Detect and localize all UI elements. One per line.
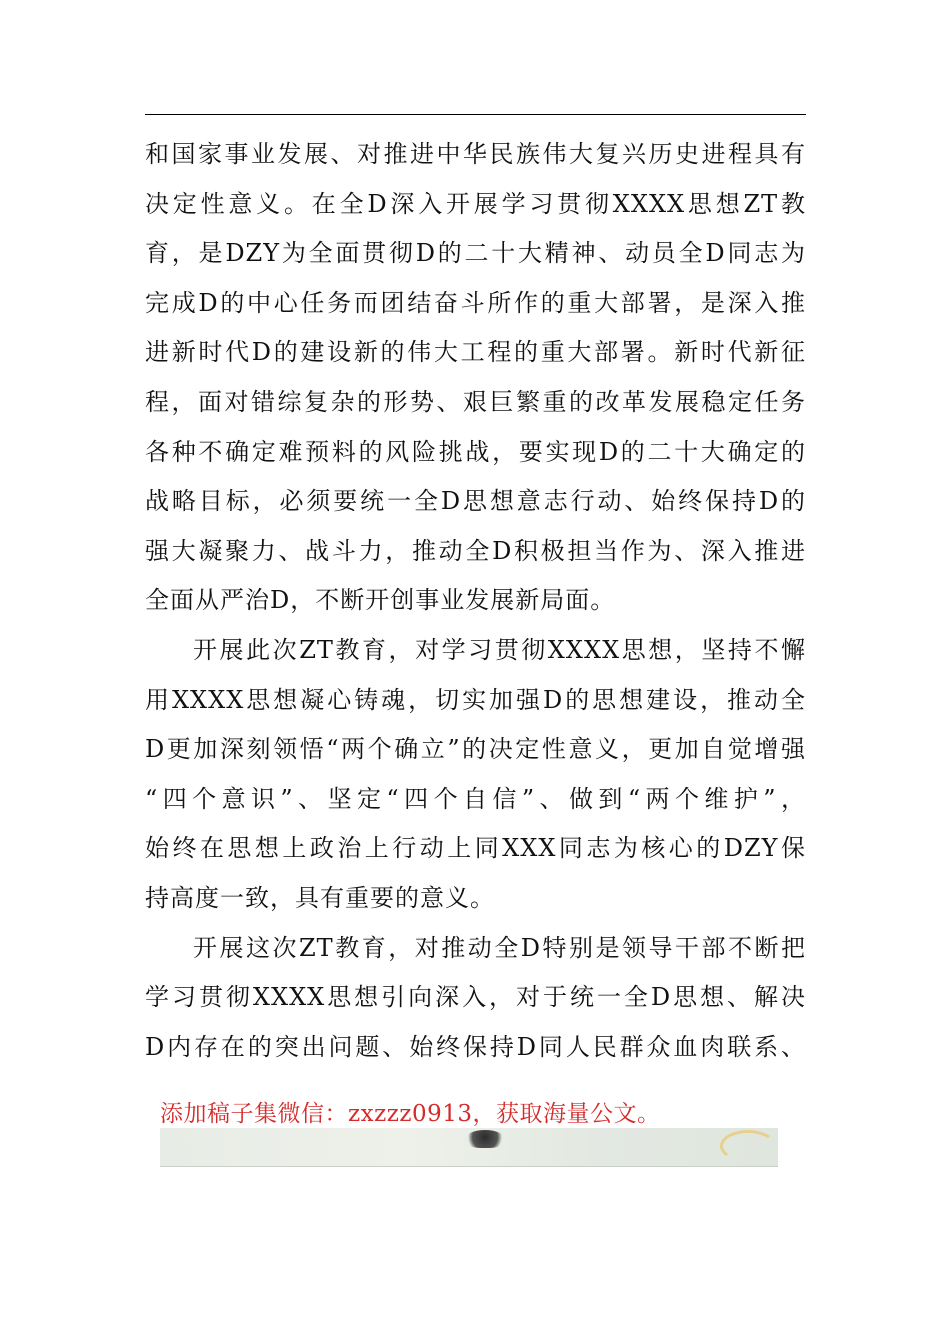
- text-line-6: 程，面对错综复杂的形势、艰巨繁重的改革发展稳定任务: [145, 387, 806, 416]
- wechat-notice: 添加稿子集微信：zxzzz0913，获取海量公文。: [160, 1101, 661, 1127]
- header-rule: [145, 114, 806, 115]
- text-line-18: 学习贯彻XXXX思想引向深入，对于统一全D思想、解决: [145, 983, 806, 1012]
- text-line-5: 进新时代D的建设新的伟大工程的重大部署。新时代新征: [145, 338, 806, 367]
- text-line-8: 战略目标，必须要统一全D思想意志行动、始终保持D的: [145, 487, 806, 516]
- text-line-19: D内存在的突出问题、始终保持D同人民群众血肉联系、: [145, 1032, 806, 1061]
- text-line-7: 各种不确定难预料的风险挑战，要实现D的二十大确定的: [145, 437, 806, 466]
- text-line-13: D更加深刻领悟“两个确立”的决定性意义，更加自觉增强: [145, 735, 806, 764]
- text-line-15: 始终在思想上政治上行动上同XXX同志为核心的DZY保: [145, 834, 806, 863]
- text-line-1: 和国家事业发展、对推进中华民族伟大复兴历史进程具有: [145, 140, 806, 168]
- text-line-14: “四个意识”、坚定“四个自信”、做到“两个维护”，: [145, 784, 806, 813]
- text-line-10: 全面从严治D，不断开创事业发展新局面。: [145, 586, 616, 615]
- text-line-17: 开展这次ZT教育，对推动全D特别是领导干部不断把: [193, 933, 806, 962]
- text-line-4: 完成D的中心任务而团结奋斗所作的重大部署，是深入推: [145, 288, 806, 317]
- sand-curve-decoration: [720, 1130, 776, 1162]
- decorative-banner-image: [160, 1128, 778, 1167]
- document-body: [145, 130, 806, 1072]
- ink-splash-decoration: [465, 1130, 505, 1148]
- text-line-2: 决定性意义。在全D深入开展学习贯彻XXXX思想ZT教: [145, 189, 806, 218]
- text-line-9: 强大凝聚力、战斗力，推动全D积极担当作为、深入推进: [145, 536, 806, 565]
- text-line-16: 持高度一致，具有重要的意义。: [145, 883, 495, 912]
- text-line-12: 用XXXX思想凝心铸魂，切实加强D的思想建设，推动全: [145, 685, 806, 714]
- text-line-11: 开展此次ZT教育，对学习贯彻XXXX思想，坚持不懈: [193, 635, 806, 664]
- text-line-3: 育，是DZY为全面贯彻D的二十大精神、动员全D同志为: [145, 239, 806, 268]
